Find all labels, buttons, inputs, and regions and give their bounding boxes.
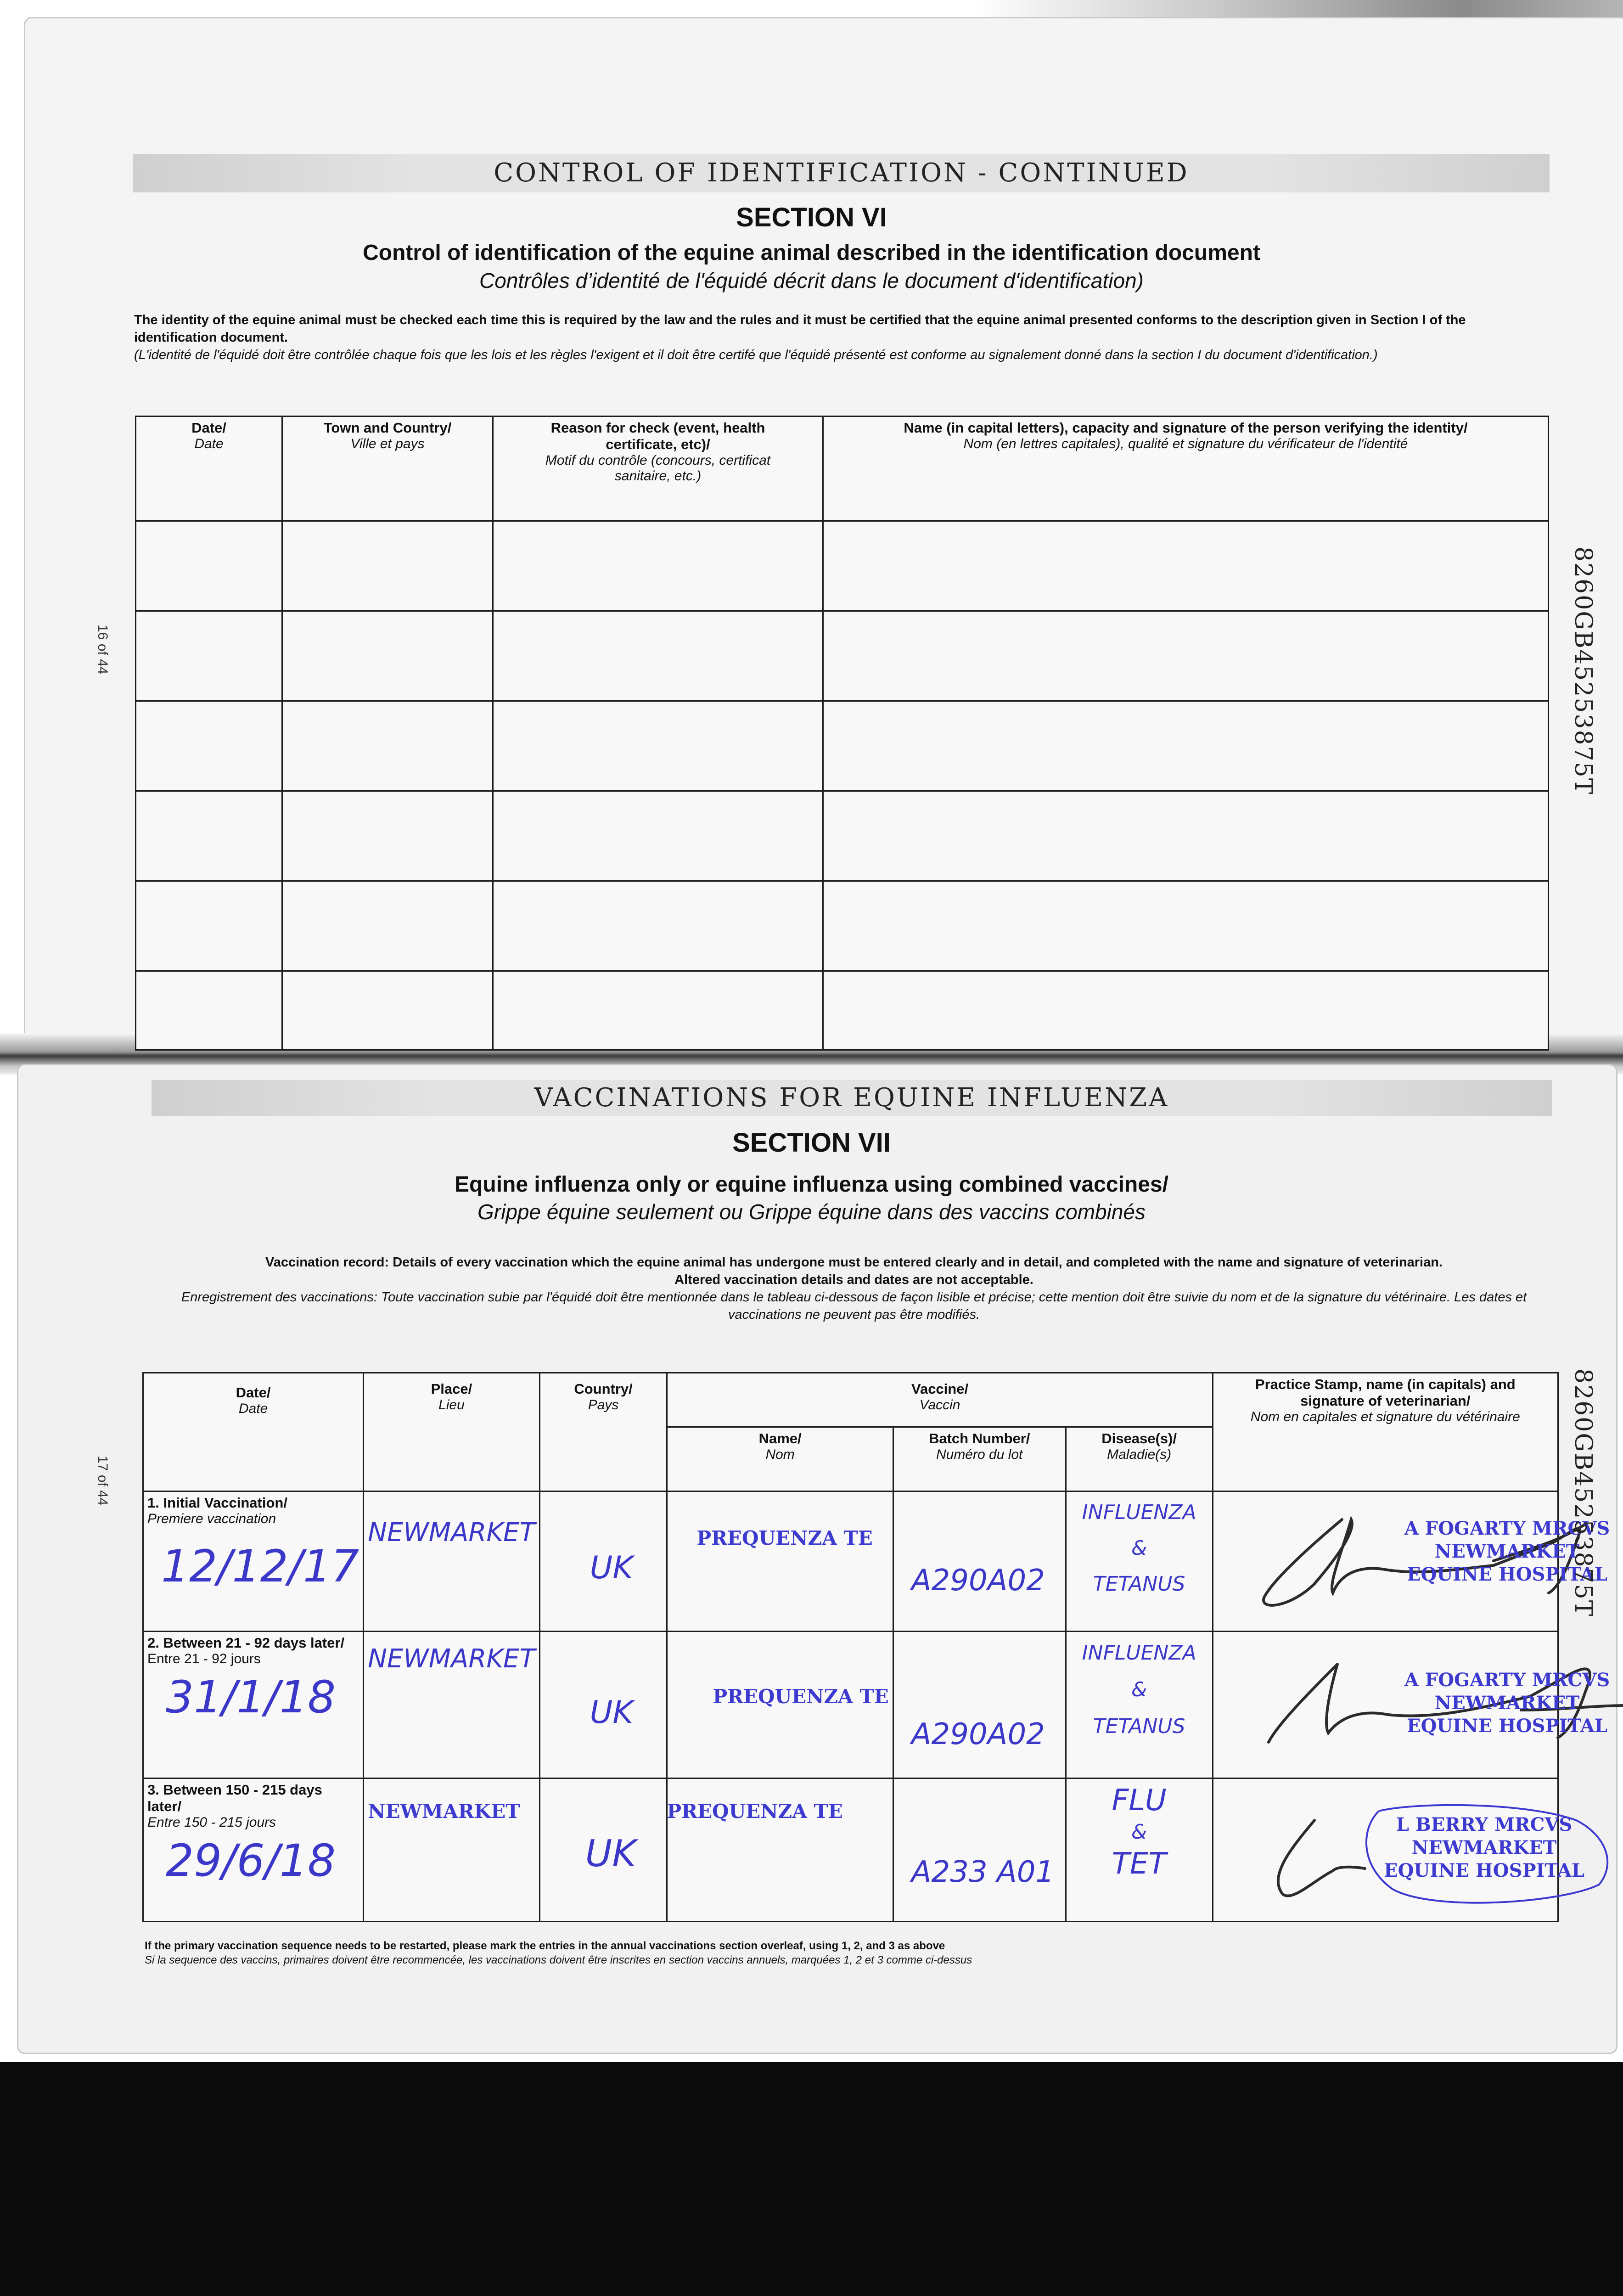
vaccination-date: 31/1/18 bbox=[166, 1671, 336, 1723]
row3-country-cell[interactable] bbox=[539, 1778, 667, 1922]
identification-check-table bbox=[135, 416, 1549, 1051]
section7-note-en-2: Altered vaccination details and dates are not acceptable. bbox=[674, 1272, 1033, 1287]
row3-disease-cell[interactable] bbox=[1066, 1778, 1213, 1922]
vacc-country-label: Country/ bbox=[574, 1381, 633, 1397]
col-vaccine-header bbox=[667, 1373, 1213, 1427]
row2-practice-cell[interactable] bbox=[1213, 1632, 1610, 1778]
col-reason-label-fr: Motif du contrôle (concours, certificat sanitaire, etc.) bbox=[545, 453, 771, 484]
footnote-en: If the primary vaccination sequence needs to be restarted, please mark the entries in the annual vaccinations section overleaf, using 1, 2, and 3 as above bbox=[145, 1940, 945, 1952]
section7-footnote bbox=[145, 1939, 1559, 1967]
col-date-label-fr: Date bbox=[194, 436, 224, 451]
empty-cell[interactable] bbox=[493, 791, 823, 881]
row-label: 1. Initial Vaccination/ bbox=[147, 1495, 287, 1511]
disease-line: TET bbox=[1112, 1847, 1167, 1881]
section6-subtitle-en: Control of identification of the equine animal described in the identification document bbox=[363, 241, 1260, 265]
col-town-header bbox=[282, 416, 493, 521]
row3-place-cell[interactable] bbox=[364, 1778, 540, 1922]
section7-note-en-1: Vaccination record: Details of every vaccination which the equine animal has undergone must be entered clearly and in detail, and completed with the name and signature of veterinarian. bbox=[265, 1255, 1443, 1270]
row-label: 3. Between 150 - 215 days later/ bbox=[147, 1782, 322, 1814]
table-row bbox=[143, 1491, 1558, 1632]
empty-cell[interactable] bbox=[282, 971, 493, 1050]
stamp-line: EQUINE HOSPITAL bbox=[1384, 1860, 1585, 1881]
col-verifier-header bbox=[823, 416, 1549, 521]
empty-cell[interactable] bbox=[136, 881, 282, 971]
page-number-17: 17 of 44 bbox=[95, 1456, 110, 1506]
row1-country-cell[interactable] bbox=[539, 1491, 667, 1632]
empty-cell[interactable] bbox=[493, 881, 823, 971]
col-town-label-fr: Ville et pays bbox=[350, 436, 425, 451]
row1-batch-cell[interactable] bbox=[893, 1491, 1066, 1632]
section6-title: SECTION VI bbox=[736, 203, 887, 232]
col-verifier-label: Name (in capital letters), capacity and signature of the person verifying the identity/ bbox=[904, 420, 1468, 436]
vaccine-name: PREQUENZA TE bbox=[713, 1685, 889, 1708]
disease-line: TETANUS bbox=[1093, 1572, 1185, 1596]
row1-disease-cell[interactable] bbox=[1066, 1491, 1213, 1632]
empty-cell[interactable] bbox=[823, 521, 1549, 611]
vaccination-country: UK bbox=[590, 1550, 634, 1586]
col-verifier-label-fr: Nom (en lettres capitales), qualité et signature du vérificateur de l'identité bbox=[963, 436, 1408, 451]
vaccination-date: 29/6/18 bbox=[166, 1835, 336, 1886]
empty-cell[interactable] bbox=[136, 611, 282, 701]
section7-subtitle-en: Equine influenza only or equine influenza using combined vaccines/ bbox=[455, 1172, 1168, 1197]
empty-cell[interactable] bbox=[136, 701, 282, 791]
row2-date-cell[interactable] bbox=[143, 1632, 364, 1778]
section6-banner: CONTROL OF IDENTIFICATION - CONTINUED bbox=[133, 154, 1550, 192]
table-row bbox=[143, 1632, 1558, 1778]
table-row bbox=[143, 1778, 1558, 1922]
row2-batch-cell[interactable] bbox=[893, 1632, 1066, 1778]
disease bbox=[1070, 1635, 1208, 1745]
vacc-vaccine-label-fr: Vaccin bbox=[919, 1397, 960, 1412]
col-country-header bbox=[539, 1373, 667, 1491]
empty-cell[interactable] bbox=[823, 611, 1549, 701]
passport-code-side-16: 8260GB452538​75T bbox=[1569, 546, 1597, 795]
footnote-fr: Si la sequence des vaccins, primaires doivent être recommencée, les vaccinations doivent être inscrites en section vaccins annuels, marquées 1, 2 et 3 comme ci-dessus bbox=[145, 1954, 972, 1966]
row1-place-cell[interactable] bbox=[364, 1491, 540, 1632]
row3-date-cell[interactable] bbox=[143, 1778, 364, 1922]
empty-cell[interactable] bbox=[282, 791, 493, 881]
vacc-batch-label: Batch Number/ bbox=[928, 1430, 1030, 1446]
col-date-header bbox=[136, 416, 282, 521]
col-town-label: Town and Country/ bbox=[323, 420, 452, 436]
stamp-line: L BERRY MRCVS bbox=[1396, 1814, 1572, 1835]
empty-cell[interactable] bbox=[136, 791, 282, 881]
section7-note-fr: Enregistrement des vaccinations: Toute vaccination subie par l'équidé doit être mentionnée dans le tableau ci-dessous de façon lisible et précise; cette mention doit être suivie du nom et de la signature du vétérinaire. Les dates et vaccinations ne peuvent pas être modifiés. bbox=[181, 1290, 1527, 1322]
vaccination-place: NEWMARKET bbox=[368, 1644, 535, 1674]
row-label-fr: Premiere vaccination bbox=[147, 1511, 276, 1526]
stamp-line: A FOGARTY MRCVS bbox=[1404, 1669, 1610, 1691]
empty-cell[interactable] bbox=[282, 701, 493, 791]
empty-cell[interactable] bbox=[493, 701, 823, 791]
vacc-date-label: Date/ bbox=[236, 1384, 271, 1401]
vaccination-date: 12/12/17 bbox=[161, 1541, 359, 1592]
row3-practice-cell[interactable] bbox=[1213, 1778, 1585, 1922]
section6-note-fr: (L'identité de l'équidé doit être contrôlée chaque fois que les lois et les règles l'exigent et il doit être certifé que l'équidé présenté est conforme au signalement donné dans la section I du document d'identification.) bbox=[134, 348, 1378, 362]
row-label-fr: Entre 150 - 215 jours bbox=[147, 1815, 276, 1830]
disease-line: & bbox=[1131, 1820, 1147, 1844]
row3-name-cell[interactable] bbox=[667, 1778, 893, 1922]
batch-number: A233 A01 bbox=[911, 1855, 1055, 1889]
stamp-line: NEWMARKET bbox=[1434, 1541, 1580, 1562]
row1-name-cell[interactable] bbox=[667, 1491, 893, 1632]
vacc-practice-label: Practice Stamp, name (in capitals) and signature of veterinarian/ bbox=[1255, 1376, 1516, 1409]
col-name-header bbox=[667, 1427, 893, 1491]
row3-batch-cell[interactable] bbox=[893, 1778, 1066, 1922]
section7-banner: VACCINATIONS FOR EQUINE INFLUENZA bbox=[152, 1080, 1552, 1116]
section7-subtitle-fr: Grippe équine seulement ou Grippe équine dans des vaccins combinés bbox=[477, 1200, 1146, 1224]
empty-cell[interactable] bbox=[493, 521, 823, 611]
vacc-name-label-fr: Nom bbox=[765, 1447, 795, 1462]
vaccination-country: UK bbox=[590, 1694, 634, 1731]
disease-line: & bbox=[1131, 1536, 1147, 1560]
disease-line: TETANUS bbox=[1093, 1715, 1185, 1738]
disease-line: FLU bbox=[1112, 1784, 1167, 1818]
disease-line: INFLUENZA bbox=[1082, 1641, 1196, 1665]
vacc-date-label-fr: Date bbox=[238, 1401, 268, 1416]
empty-cell[interactable] bbox=[282, 521, 493, 611]
row2-place-cell[interactable] bbox=[364, 1632, 540, 1778]
vacc-disease-label: Disease(s)/ bbox=[1101, 1430, 1177, 1446]
empty-cell[interactable] bbox=[493, 611, 823, 701]
vacc-place-label: Place/ bbox=[431, 1381, 472, 1397]
vaccination-place: NEWMARKET bbox=[368, 1518, 535, 1548]
vet-stamp bbox=[1365, 1813, 1604, 1882]
row1-date-cell[interactable] bbox=[143, 1491, 364, 1632]
stamp-line: NEWMARKET bbox=[1434, 1692, 1580, 1714]
vacc-practice-label-fr: Nom en capitales et signature du vétérinaire bbox=[1250, 1409, 1520, 1424]
section7-title: SECTION VII bbox=[732, 1128, 891, 1158]
row-label-fr: Entre 21 - 92 jours bbox=[147, 1651, 261, 1666]
vaccine-name: PREQUENZA TE bbox=[667, 1800, 843, 1823]
row2-country-cell[interactable] bbox=[539, 1632, 667, 1778]
empty-cell[interactable] bbox=[282, 611, 493, 701]
scan-background-bottom bbox=[0, 2062, 1623, 2296]
vaccine-name: PREQUENZA TE bbox=[696, 1527, 873, 1549]
col-disease-header bbox=[1066, 1427, 1213, 1491]
empty-cell[interactable] bbox=[823, 701, 1549, 791]
row-label: 2. Between 21 - 92 days later/ bbox=[147, 1635, 345, 1651]
disease bbox=[1070, 1495, 1208, 1602]
disease bbox=[1070, 1782, 1208, 1883]
vaccination-place: NEWMARKET bbox=[368, 1800, 520, 1823]
passport-code-side-17: 8260GB452538​75T bbox=[1569, 1368, 1597, 1617]
disease-line: & bbox=[1131, 1678, 1147, 1701]
row2-disease-cell[interactable] bbox=[1066, 1632, 1213, 1778]
batch-number: A290A02 bbox=[911, 1717, 1045, 1751]
vacc-vaccine-label: Vaccine/ bbox=[911, 1381, 969, 1397]
col-practice-header bbox=[1213, 1373, 1558, 1491]
page-number-16: 16 of 44 bbox=[95, 625, 110, 675]
empty-cell[interactable] bbox=[493, 971, 823, 1050]
stamp-line: EQUINE HOSPITAL bbox=[1407, 1715, 1608, 1737]
vacc-disease-label-fr: Maladie(s) bbox=[1107, 1447, 1172, 1462]
vacc-place-label-fr: Lieu bbox=[438, 1397, 465, 1412]
stamp-line: NEWMARKET bbox=[1411, 1837, 1557, 1858]
empty-cell[interactable] bbox=[823, 881, 1549, 971]
col-date-header bbox=[143, 1373, 364, 1491]
vet-stamp bbox=[1388, 1669, 1623, 1738]
batch-number: A290A02 bbox=[911, 1564, 1045, 1598]
vacc-batch-label-fr: Numéro du lot bbox=[936, 1447, 1023, 1462]
vacc-country-label-fr: Pays bbox=[588, 1397, 619, 1412]
vacc-name-label: Name/ bbox=[758, 1430, 802, 1446]
section6-note-en: The identity of the equine animal must be checked each time this is required by the law and the rules and it must be certified that the equine animal presented conforms to the description given in Section I of the identification document. bbox=[134, 313, 1466, 345]
col-date-label: Date/ bbox=[191, 420, 226, 436]
col-reason-header bbox=[493, 416, 823, 521]
empty-cell[interactable] bbox=[136, 521, 282, 611]
section7-note bbox=[147, 1254, 1561, 1323]
stamp-line: A FOGARTY MRCVS bbox=[1404, 1518, 1610, 1539]
disease-line: INFLUENZA bbox=[1082, 1501, 1196, 1524]
empty-cell[interactable] bbox=[823, 971, 1549, 1050]
col-batch-header bbox=[893, 1427, 1066, 1491]
stamp-line: EQUINE HOSPITAL bbox=[1407, 1564, 1608, 1585]
col-place-header bbox=[364, 1373, 540, 1491]
section6-subtitle-fr: Contrôles d’identité de l'équidé décrit dans le document d'identification) bbox=[479, 269, 1144, 293]
section6-note bbox=[134, 311, 1539, 364]
empty-cell[interactable] bbox=[136, 971, 282, 1050]
row2-name-cell[interactable] bbox=[667, 1632, 893, 1778]
vaccination-country: UK bbox=[585, 1832, 636, 1875]
empty-cell[interactable] bbox=[823, 791, 1549, 881]
col-reason-label: Reason for check (event, health certificate, etc)/ bbox=[550, 420, 765, 452]
empty-cell[interactable] bbox=[282, 881, 493, 971]
